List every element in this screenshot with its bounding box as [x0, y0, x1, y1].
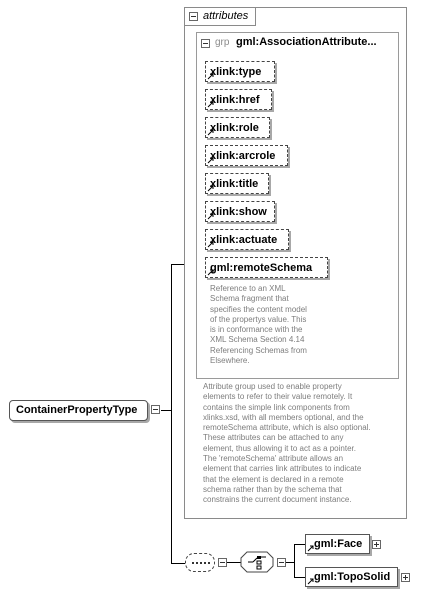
plus-toggle-icon[interactable] — [401, 573, 410, 582]
attribute-label: xlink:title — [210, 178, 259, 190]
attribute-xlink-arcrole[interactable] — [205, 145, 288, 166]
attributes-tab — [184, 7, 256, 26]
attribute-label: xlink:actuate — [210, 234, 278, 246]
attribute-label: gml:remoteSchema — [210, 262, 313, 274]
attribute-xlink-role[interactable] — [205, 117, 270, 138]
group-name: gml:AssociationAttribute... — [236, 36, 377, 48]
attribute-xlink-href[interactable] — [205, 89, 272, 110]
remote-schema-description: Reference to an XML Schema fragment that specifies the content model of the propertys value. This is in conformance with the XML Schema Section 4.14 Referencing Schemas from Elsewhere. — [210, 284, 307, 366]
attribute-label: xlink:href — [210, 94, 260, 106]
attributes-description: Attribute group used to enable property elements to refer to their value remotely. It contains the simple link components from xlinks.xsd, with all members optional, and the remoteSchema attribute, which is also optional. These attributes can be attached to any element, thus allowing it to act as a pointer. The 'remoteSchema' attribute allows an element that carries link attributes to indicate that the element is declared in a remote schema rather than by the schema that constrains the current document instance. — [203, 382, 371, 505]
attribute-gml-remoteschema[interactable] — [205, 257, 328, 278]
connector-line — [171, 264, 172, 564]
element-label: gml:Face — [314, 538, 363, 550]
minus-toggle-icon[interactable] — [201, 39, 210, 48]
sequence-node[interactable] — [185, 553, 215, 572]
attribute-label: xlink:show — [210, 206, 267, 218]
sequence-icon — [192, 562, 210, 565]
reference-arrow-icon — [307, 578, 314, 585]
attribute-label: xlink:role — [210, 122, 259, 134]
connector-line — [171, 264, 185, 265]
connector-line — [286, 562, 294, 563]
connector-line — [227, 562, 241, 563]
element-gml-toposolid[interactable] — [305, 567, 398, 587]
element-gml-face[interactable] — [305, 534, 370, 554]
connector-line — [171, 563, 185, 564]
attribute-label: xlink:arcrole — [210, 150, 276, 162]
attribute-xlink-show[interactable] — [205, 201, 275, 222]
minus-toggle-icon[interactable] — [218, 558, 227, 567]
minus-toggle-icon[interactable] — [189, 12, 198, 21]
minus-toggle-icon[interactable] — [151, 405, 160, 414]
element-label: gml:TopoSolid — [314, 571, 391, 583]
attributes-title: attributes — [203, 10, 249, 22]
group-prefix: grp — [215, 37, 230, 48]
choice-node[interactable] — [240, 551, 274, 573]
attribute-label: xlink:type — [210, 66, 262, 78]
root-element[interactable] — [9, 400, 148, 421]
reference-arrow-icon — [307, 545, 314, 552]
plus-toggle-icon[interactable] — [372, 540, 381, 549]
connector-line — [294, 544, 295, 577]
attribute-xlink-actuate[interactable] — [205, 229, 289, 250]
attribute-xlink-type[interactable] — [205, 61, 275, 82]
connector-line — [161, 410, 171, 411]
minus-toggle-icon[interactable] — [277, 558, 286, 567]
attribute-xlink-title[interactable] — [205, 173, 269, 194]
root-element-label: ContainerPropertyType — [16, 404, 138, 416]
